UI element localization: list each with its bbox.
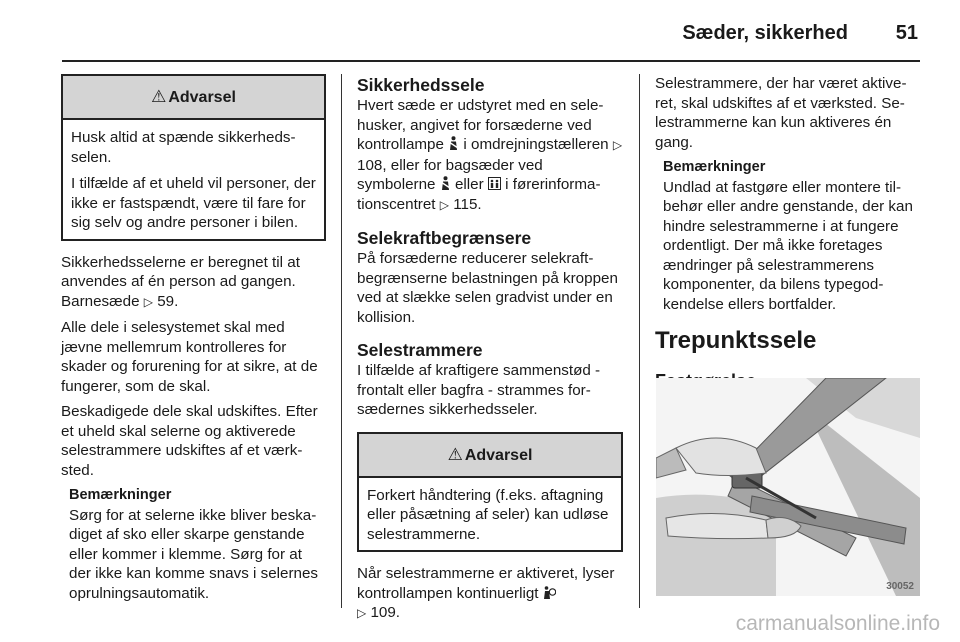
section-pretensioners — [357, 339, 623, 420]
section-heading: Sikkerhedssele — [357, 75, 485, 95]
column-left — [61, 74, 326, 603]
note-title: Bemærkninger — [69, 487, 172, 503]
rear-seatbelt-icon — [440, 176, 451, 191]
note-box — [69, 486, 326, 603]
warning-body — [63, 120, 324, 239]
page-header — [62, 18, 920, 62]
page-reference: 115. — [453, 195, 482, 213]
warning-title: Advarsel — [168, 89, 236, 106]
paragraph-text: eller — [454, 176, 484, 193]
column-divider — [639, 74, 640, 608]
warning-header — [359, 434, 621, 478]
page-reference: 59. — [157, 292, 179, 310]
note-text: Undlad at fastgøre eller montere tilbehør eller andre genstande, der kan hindre selestrammerne i at fungere ordentligt. Der må ikke foretages ændringer på selestrammerens komponenter, da bilens typegodkendelse ellers bortfalder. — [663, 178, 913, 313]
section-heading: Selestrammere — [357, 340, 483, 360]
page-reference: 108, eller for bagsæder ved symbolerne — [357, 156, 543, 193]
paragraph-text: i omdrejningstælleren — [463, 136, 609, 153]
page-reference-arrow-icon: ▷ — [612, 138, 623, 152]
page-number: 51 — [895, 22, 918, 44]
seatbelt-fastening-illustration — [656, 378, 920, 596]
paragraph — [357, 96, 623, 215]
section-seatbelt — [357, 74, 623, 215]
warning-text: Husk altid at spænde sikkerhedsselen. — [71, 129, 296, 166]
warning-text: Forkert håndtering (f.eks. aftagning eller påsætning af seler) kan udløse selestrammerne. — [367, 486, 609, 543]
column-divider — [341, 74, 342, 608]
note-box — [663, 158, 923, 314]
paragraph-text: Når selestrammerne er aktiveret, lyser kontrollampen kontinuerligt — [357, 565, 615, 602]
paragraph: Beskadigede dele skal udskiftes. Efter et uheld skal selerne og aktiverede selestrammere udskiftes af et værksted. — [61, 403, 318, 479]
page-reference-arrow-icon: ▷ — [143, 294, 153, 309]
paragraph-text: i førerinformationscentret — [357, 176, 601, 213]
warning-header — [63, 76, 324, 120]
seatbelt-reminder-icon — [448, 136, 459, 151]
illustration-drawing — [656, 378, 920, 596]
page-reference-arrow-icon: ▷ — [439, 197, 449, 212]
rear-seatbelt-icon — [488, 177, 501, 190]
paragraph — [61, 253, 326, 313]
figure-number: 30052 — [886, 581, 914, 592]
warning-triangle-icon: ⚠ — [151, 87, 167, 106]
note-text: Sørg for at selerne ikke bliver beskadiget af sko eller skarpe genstande eller kommer i klemme. Sørg for at der ikke kan komme snavs i selernes oprulningsautomatik. — [69, 506, 319, 602]
page-reference: 109. — [370, 604, 401, 621]
warning-text: I tilfælde af et uheld vil personer, der ikke er fastspændt, være til fare for sig selv og andre personer i bilen. — [71, 175, 316, 231]
warning-body — [359, 478, 621, 551]
section-heading: Selekraftbegrænsere — [357, 228, 532, 248]
watermark: carmanualsonline.info — [735, 612, 940, 635]
section-belt-force-limiters — [357, 227, 623, 327]
paragraph: Selestrammere, der har været aktiveret, skal udskiftes af et værksted. Selestrammerne kan kun aktiveres én gang. — [655, 75, 907, 151]
warning-triangle-icon: ⚠ — [447, 444, 463, 464]
paragraph: På forsæderne reducerer selekraftbegrænserne belastningen på kroppen ved at slække selen gradvist under en kollision. — [357, 250, 618, 326]
paragraph: I tilfælde af kraftigere sammenstød - frontalt eller bagfra - strammes forsædernes sikkerhedsseler. — [357, 362, 601, 418]
paragraph — [357, 564, 623, 624]
note-title: Bemærkninger — [663, 159, 766, 175]
airbag-warning-icon — [543, 586, 556, 600]
paragraph: Alle dele i selesystemet skal med jævne mellemrum kontrolleres for skader og forurening for at sikre, at de fungerer, som de skal. — [61, 319, 318, 395]
warning-box — [61, 74, 326, 241]
section-heading: Trepunktssele — [655, 327, 817, 354]
warning-title: Advarsel — [464, 446, 533, 464]
warning-box — [357, 432, 623, 553]
page-title: Sæder, sikkerhed — [682, 22, 848, 44]
paragraph-text: Sikkerhedsselerne er beregnet til at anvendes af én person ad gangen. Barnesæde — [61, 253, 300, 310]
paragraph-text: Hvert sæde er udstyret med en selehusker, angivet for forsæderne ved kontrollampe — [357, 97, 604, 153]
page-reference-arrow-icon: ▷ — [357, 606, 367, 620]
column-middle — [357, 74, 623, 630]
column-right — [655, 74, 923, 392]
